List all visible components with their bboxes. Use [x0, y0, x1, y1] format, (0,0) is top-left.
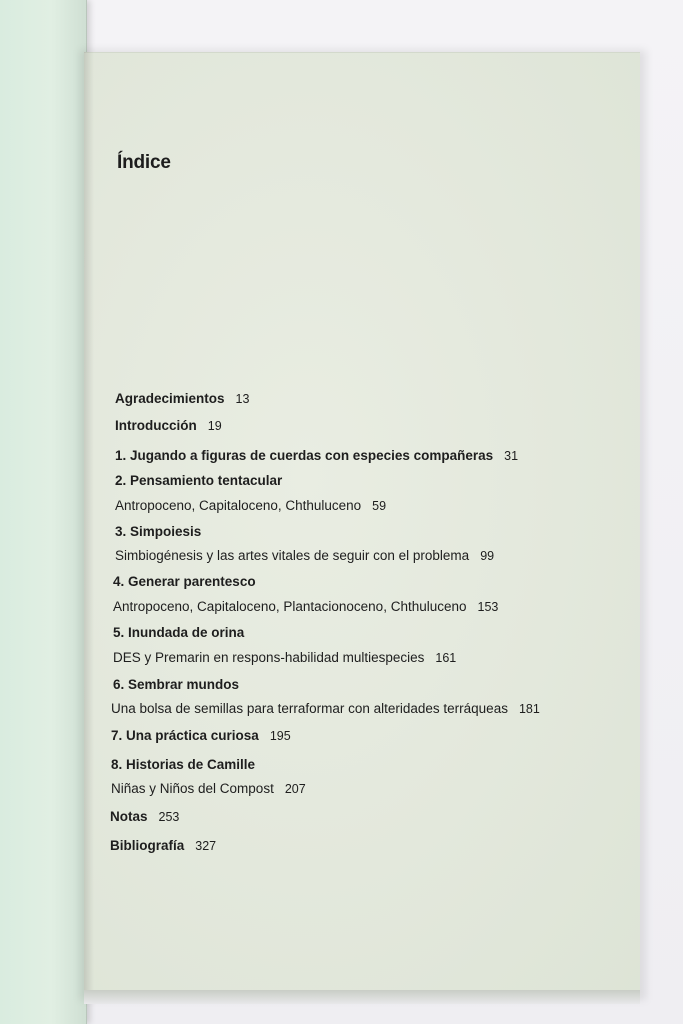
toc-entry-chapter-2-title: 2. Pensamiento tentacular	[115, 473, 283, 488]
page-title: Índice	[117, 152, 171, 173]
toc-entry-chapter-6-title: 6. Sembrar mundos	[113, 677, 240, 692]
toc-entry-subtitle: Simbiogénesis y las artes vitales de seguir con el problema	[115, 548, 470, 563]
toc-entry-subtitle: Una bolsa de semillas para terraformar con alteridades terráqueas	[111, 701, 508, 716]
toc-entry-title: 7. Una práctica curiosa	[111, 728, 259, 743]
toc-entry-chapter-4-subtitle	[113, 598, 498, 616]
toc-entry-subtitle: Niñas y Niños del Compost	[111, 781, 274, 796]
toc-entry-notas	[110, 808, 179, 826]
toc-entry-chapter-3-title: 3. Simpoiesis	[115, 524, 202, 539]
toc-entry-page: 327	[195, 839, 217, 853]
toc-entry-page: 253	[158, 810, 180, 824]
toc-entry-title: Notas	[110, 809, 148, 824]
toc-entry-chapter-1	[115, 447, 518, 465]
toc-entry-chapter-5-title: 5. Inundada de orina	[113, 625, 245, 640]
toc-entry-page: 207	[284, 782, 306, 796]
toc-entry-chapter-8-subtitle	[111, 780, 306, 798]
toc-entry-chapter-2-subtitle	[115, 497, 386, 515]
toc-entry-chapter-3-subtitle	[115, 547, 494, 565]
toc-entry-page: 99	[480, 549, 495, 563]
toc-entry-page: 161	[435, 651, 457, 665]
toc-entry-subtitle: DES y Premarin en respons-habilidad multiespecies	[113, 650, 425, 665]
toc-entry-page: 13	[235, 392, 250, 406]
toc-entry-introduccion	[115, 417, 222, 435]
toc-entry-agradecimientos	[115, 390, 249, 408]
toc-entry-subtitle: Antropoceno, Capitaloceno, Plantacionoceno, Chthuluceno	[113, 599, 467, 614]
toc-entry-title: Introducción	[115, 418, 197, 433]
toc-entry-page: 153	[477, 600, 499, 614]
toc-entry-page: 19	[207, 419, 222, 433]
toc-entry-chapter-5-subtitle	[113, 649, 456, 667]
toc-entry-title: Agradecimientos	[115, 391, 225, 406]
toc-entry-title: Bibliografía	[110, 838, 185, 853]
toc-entry-subtitle: Antropoceno, Capitaloceno, Chthuluceno	[115, 498, 362, 513]
toc-entry-chapter-7	[111, 727, 291, 745]
toc-entry-title: 1. Jugando a figuras de cuerdas con especies compañeras	[115, 448, 494, 463]
toc-entry-chapter-8-title: 8. Historias de Camille	[111, 757, 256, 772]
toc-entry-page: 31	[504, 449, 519, 463]
toc-entry-chapter-6-subtitle	[111, 700, 540, 718]
toc-entry-page: 59	[372, 499, 387, 513]
left-page-edge	[0, 0, 87, 1024]
page-bottom-edge	[84, 990, 640, 1004]
toc-entry-page: 181	[518, 702, 540, 716]
toc-entry-page: 195	[269, 729, 291, 743]
toc-entry-chapter-4-title: 4. Generar parentesco	[113, 574, 256, 589]
page-gutter	[84, 52, 94, 992]
toc-entry-bibliografia	[110, 837, 216, 855]
